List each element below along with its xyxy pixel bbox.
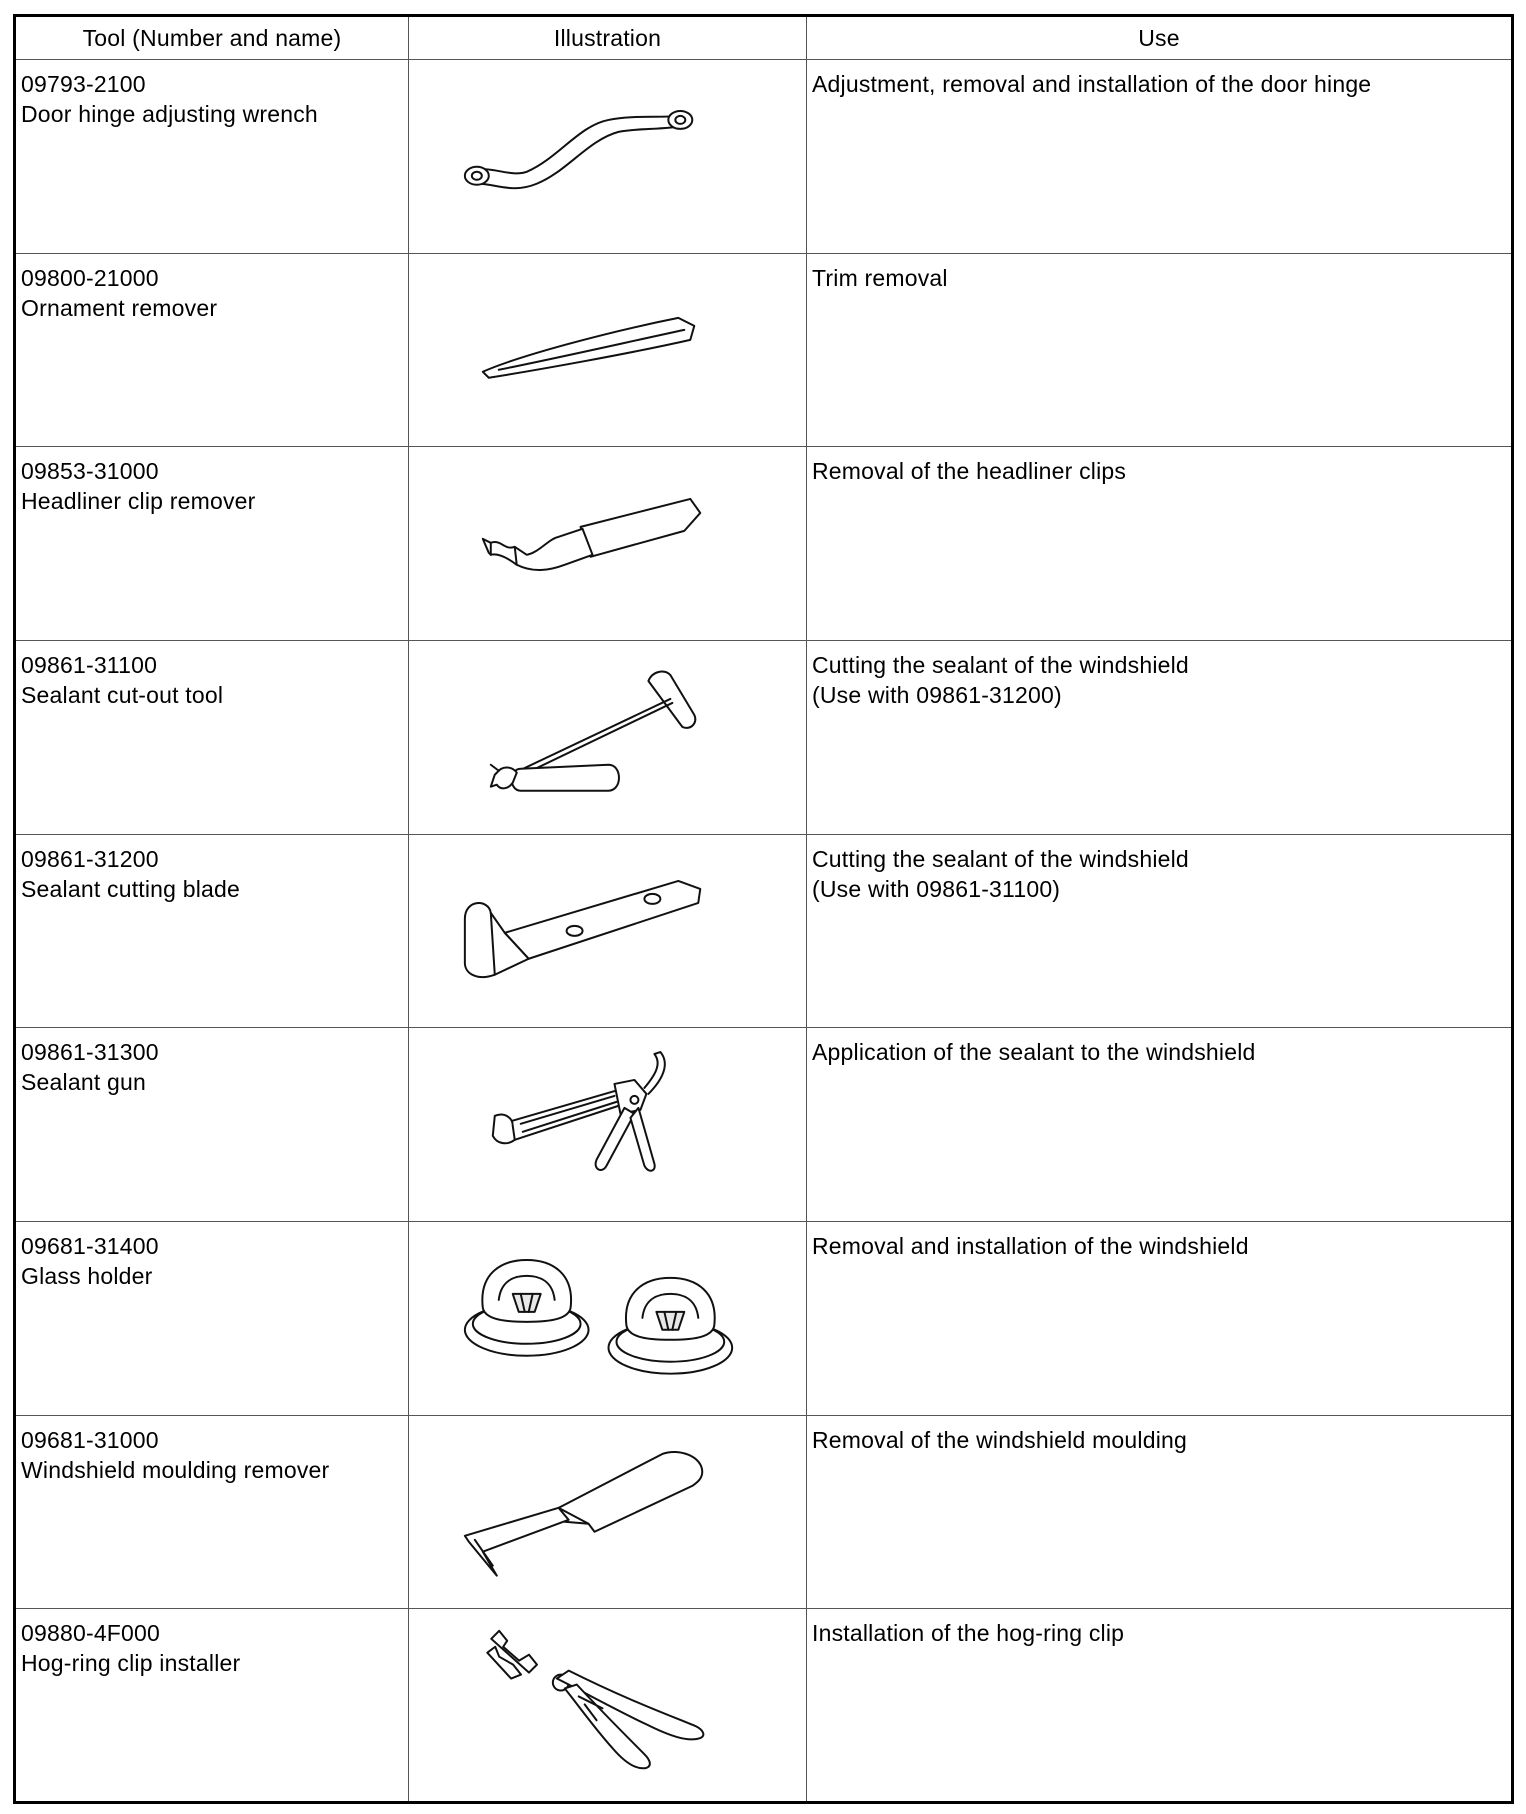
table-row [15,447,1513,641]
tool-cell [15,1028,409,1222]
tool-cell [15,1221,409,1415]
tool-number: 09861-31200 [21,845,159,872]
illustration-cell [409,640,807,834]
table-row [15,1028,1513,1222]
tool-name: Door hinge adjusting wrench [21,101,318,127]
sealant-cut-out-tool-illustration [409,641,806,834]
table-row [15,60,1513,254]
use-text: Removal and installation of the windshield [812,1232,1249,1259]
table-row [15,834,1513,1028]
tool-name: Glass holder [21,1262,153,1289]
header-illustration: Illustration [409,16,807,60]
use-text-line-1: Cutting the sealant of the windshield [812,651,1189,678]
tool-cell [15,1415,409,1609]
use-text-line-1: Cutting the sealant of the windshield [812,845,1189,872]
pliers-illustration [409,1609,806,1801]
wrench-illustration [409,60,806,253]
tool-cell [15,253,409,447]
tool-name: Hog-ring clip installer [21,1650,241,1677]
header-tool: Tool (Number and name) [15,16,409,60]
illustration-cell [409,1028,807,1222]
glass-holder-illustration [409,1222,806,1415]
tool-number: 09861-31300 [21,1039,159,1066]
tool-name: Ornament remover [21,294,218,321]
illustration-cell [409,447,807,641]
tool-name: Sealant cutting blade [21,875,241,902]
use-cell [807,60,1513,254]
use-cell [807,1028,1513,1222]
use-text: Removal of the windshield moulding [812,1426,1188,1453]
illustration-cell [409,1609,807,1803]
tool-name: Headliner clip remover [21,488,256,515]
use-cell [807,1609,1513,1803]
illustration-cell [409,834,807,1028]
use-text-line-2: (Use with 09861-31100) [812,875,1061,902]
use-cell [807,640,1513,834]
illustration-cell [409,60,807,254]
tool-number: 09793-2100 [21,71,146,97]
use-cell [807,834,1513,1028]
moulding-remover-illustration [409,1416,806,1609]
use-text: Trim removal [812,264,948,291]
tool-cell [15,834,409,1028]
tool-number: 09800-21000 [21,264,159,291]
table-row [15,1415,1513,1609]
illustration-cell [409,1415,807,1609]
cutting-blade-illustration [409,835,806,1028]
table-header-row [15,16,1513,60]
tool-name: Sealant gun [21,1069,146,1096]
use-cell [807,1415,1513,1609]
tool-cell [15,1609,409,1803]
tool-number: 09880-4F000 [21,1620,161,1647]
tool-name: Windshield moulding remover [21,1456,330,1483]
ornament-remover-illustration [409,254,806,447]
use-cell [807,1221,1513,1415]
tool-number: 09853-31000 [21,458,159,485]
use-text: Application of the sealant to the windshield [812,1039,1256,1066]
use-text: Removal of the headliner clips [812,458,1127,485]
table-row [15,1609,1513,1803]
clip-remover-illustration [409,447,806,640]
tool-cell [15,640,409,834]
use-cell [807,447,1513,641]
illustration-cell [409,1221,807,1415]
table-row [15,1221,1513,1415]
illustration-cell [409,253,807,447]
use-text: Installation of the hog-ring clip [812,1620,1125,1647]
header-use: Use [807,16,1513,60]
use-text: Adjustment, removal and installation of the door hinge [812,71,1372,97]
table-row [15,253,1513,447]
tool-number: 09861-31100 [21,651,158,678]
table-row [15,640,1513,834]
use-cell [807,253,1513,447]
use-text-line-2: (Use with 09861-31200) [812,681,1062,708]
special-tools-table [13,14,1514,1804]
tool-cell [15,447,409,641]
tool-number: 09681-31000 [21,1426,159,1453]
tool-name: Sealant cut-out tool [21,681,224,708]
tool-number: 09681-31400 [21,1232,159,1259]
tool-cell [15,60,409,254]
sealant-gun-illustration [409,1028,806,1221]
